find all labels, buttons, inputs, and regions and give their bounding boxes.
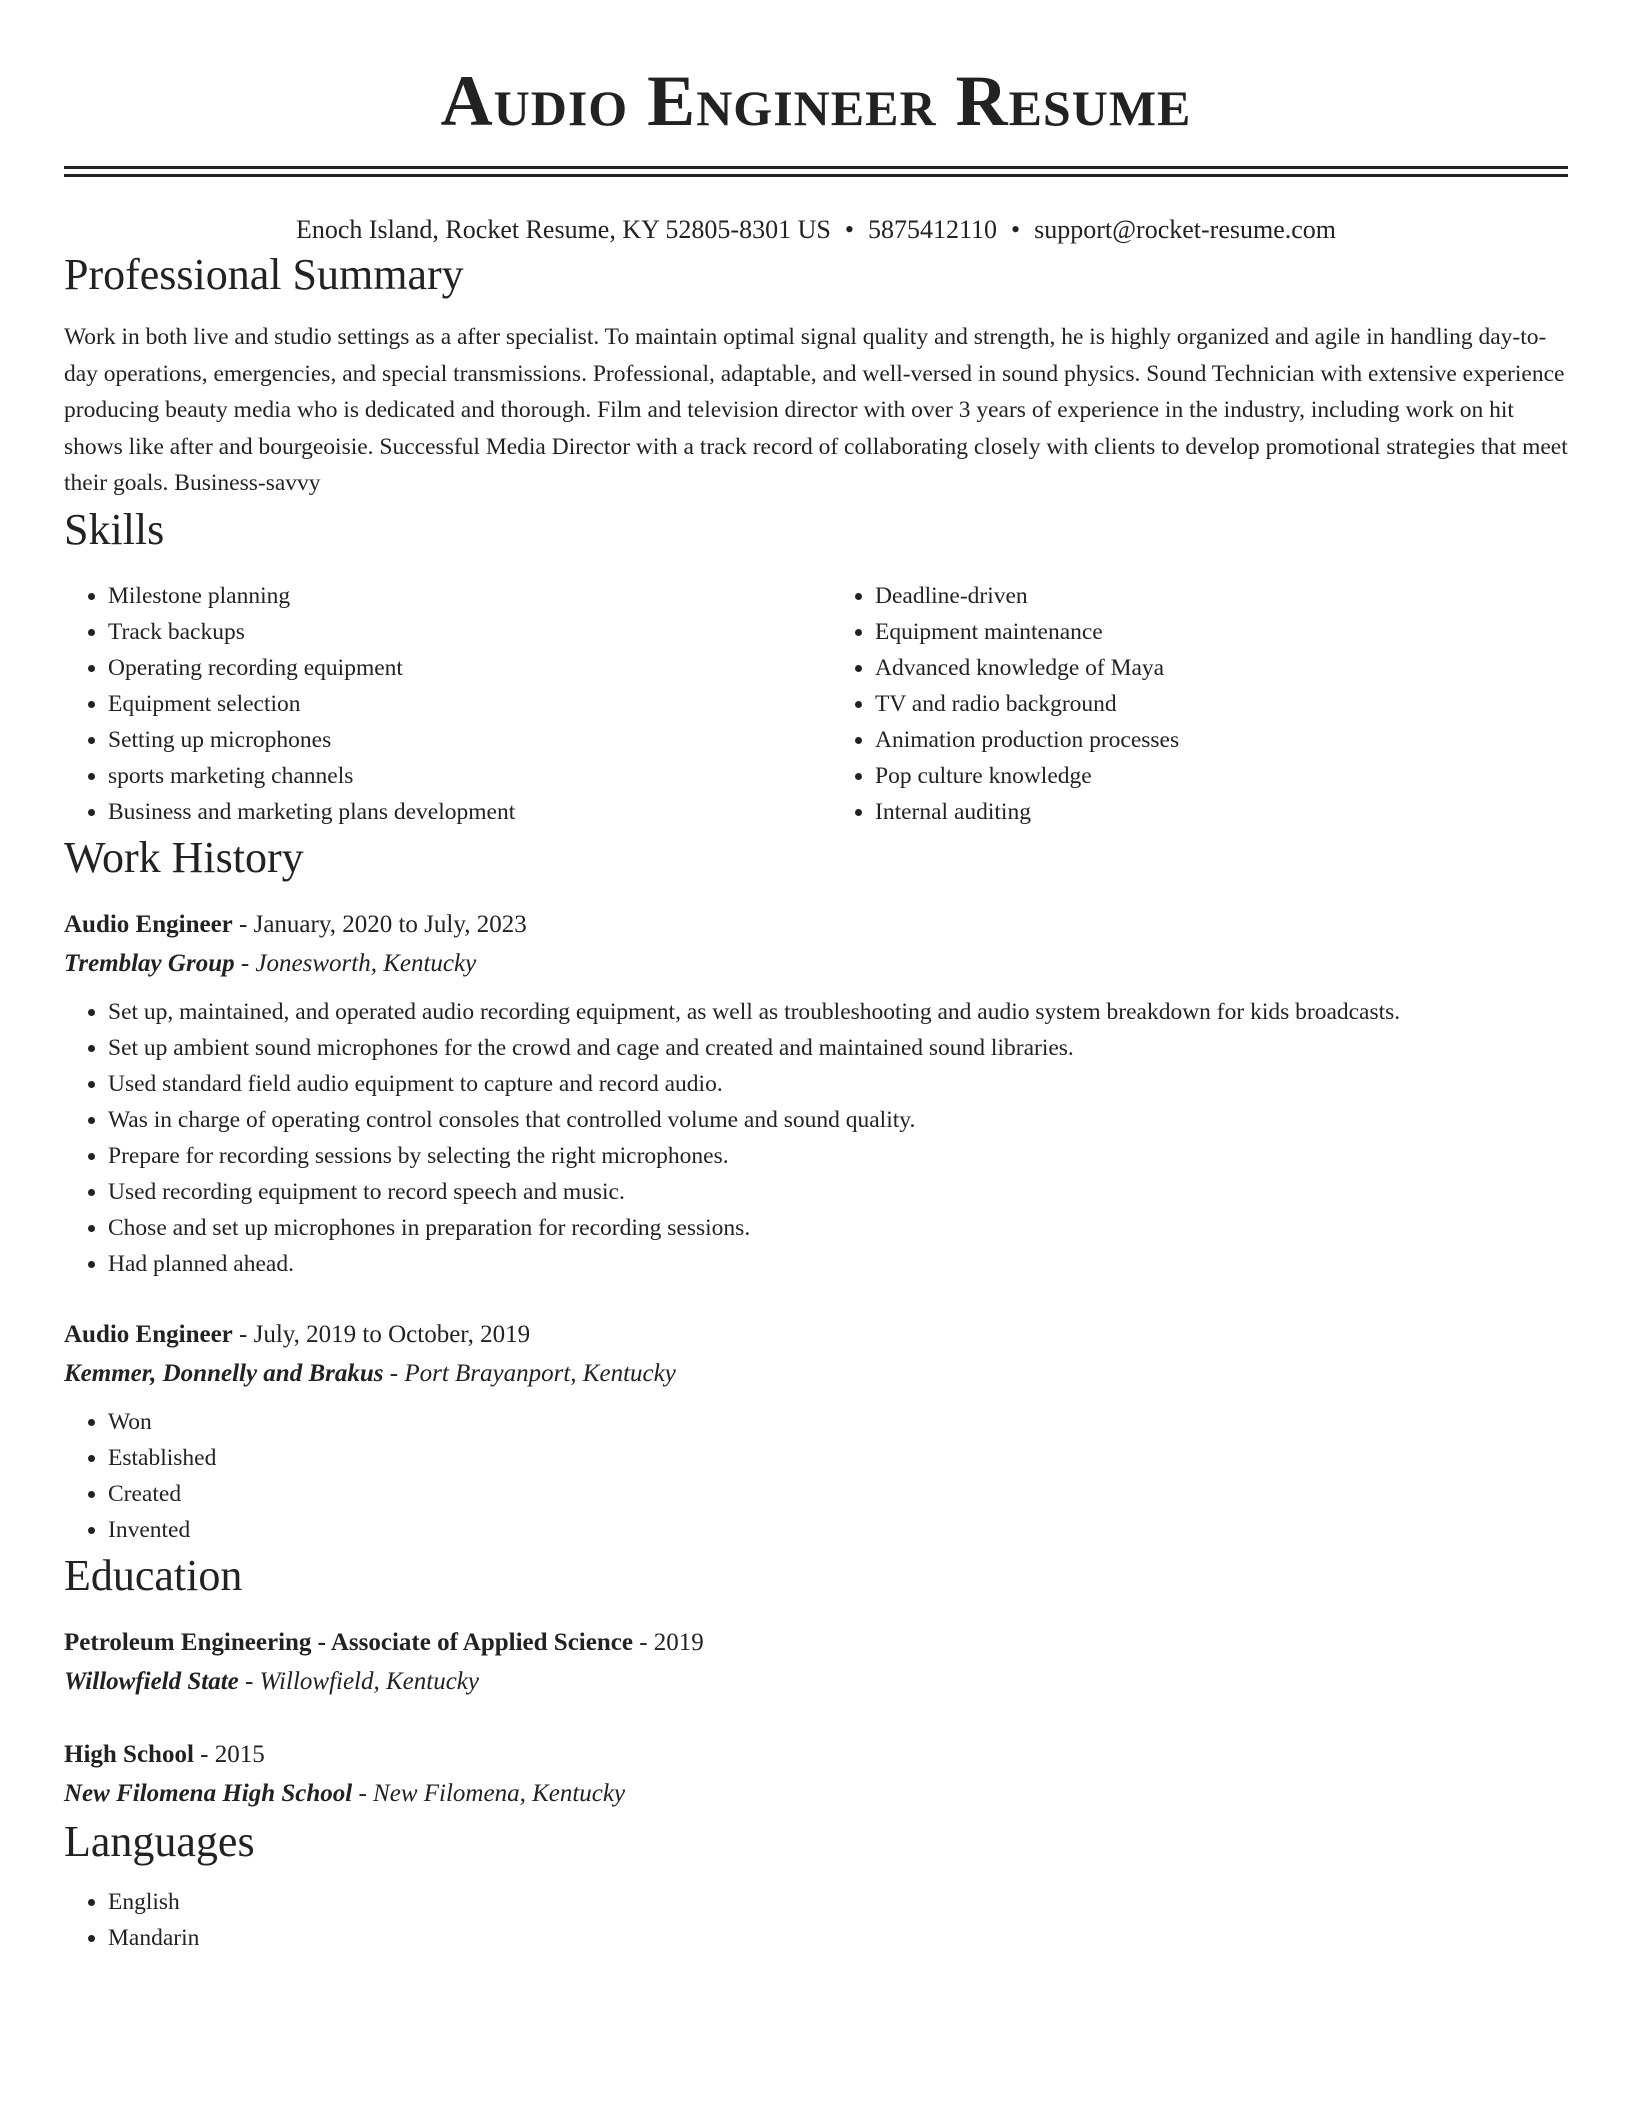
languages-list <box>64 1884 1568 1956</box>
job-duty: • Prepare for recording sessions by selecting the right microphones. <box>108 1138 1568 1174</box>
education-school: New Filomena High School <box>64 1779 353 1807</box>
education-school-line <box>64 1662 1568 1702</box>
contact-separator: • <box>844 215 854 244</box>
contact-line <box>64 213 1568 247</box>
education-school-line <box>64 1774 1568 1814</box>
summary-text: Work in both live and studio settings as a after specialist. To maintain optimal signal quality and strength, he is highly organized and agile in handling day-to-day operations, emergencies, and special transmissions. Professional, adaptable, and well-versed in sound physics. Sound Technician with extensive experience producing beauty media who is dedicated and thorough. Film and television director with over 3 years of experience in the industry, including work on hit shows like after and bourgeoisie. Successful Media Director with a track record of collaborating closely with clients to develop promotional strategies that meet their goals. Business-savvy <box>64 324 1568 496</box>
contact-email: support@rocket-resume.com <box>1034 215 1337 244</box>
skill-item: • Milestone planning <box>108 578 801 614</box>
job-company: Tremblay Group <box>64 949 235 977</box>
job-duty: • Created <box>108 1476 1568 1512</box>
job-company-line <box>64 944 1568 984</box>
job-company: Kemmer, Donnelly and Brakus <box>64 1359 384 1387</box>
education-degree-line <box>64 1736 1568 1774</box>
contact-address: Enoch Island, Rocket Resume, KY 52805-8301 US <box>295 215 831 244</box>
skills-list-right <box>801 578 1568 830</box>
skill-item: • TV and radio background <box>875 686 1568 722</box>
job-duty: • Set up, maintained, and operated audio recording equipment, as well as troubleshooting and audio system breakdown for kids broadcasts. <box>108 994 1568 1030</box>
work-history-heading: Work History <box>64 832 304 882</box>
skill-item: • Advanced knowledge of Maya <box>875 650 1568 686</box>
skill-item: • Deadline-driven <box>875 578 1568 614</box>
job-entry <box>64 906 1568 1282</box>
job-title-line <box>64 1316 1568 1354</box>
skills-heading: Skills <box>64 504 165 554</box>
skill-item: • Animation production processes <box>875 722 1568 758</box>
skill-item: • Equipment maintenance <box>875 614 1568 650</box>
education-degree: High School <box>64 1740 194 1768</box>
skill-item: • Equipment selection <box>108 686 801 722</box>
education-entry <box>64 1624 1568 1702</box>
education-location: - New Filomena, Kentucky <box>352 1779 626 1807</box>
education-school: Willowfield State <box>64 1667 239 1695</box>
job-duty: • Won <box>108 1404 1568 1440</box>
skills-list-left <box>64 578 801 830</box>
job-title: Audio Engineer <box>64 910 233 938</box>
job-entry <box>64 1316 1568 1548</box>
job-duty: • Used recording equipment to record speech and music. <box>108 1174 1568 1210</box>
education-year: - 2019 <box>632 1628 704 1656</box>
languages-heading: Languages <box>64 1816 255 1866</box>
resume-page <box>64 0 1568 1956</box>
title-rule-bottom <box>64 174 1568 177</box>
job-duty: • Used standard field audio equipment to capture and record audio. <box>108 1066 1568 1102</box>
job-dates: - July, 2019 to October, 2019 <box>232 1320 531 1348</box>
job-duty: • Was in charge of operating control consoles that controlled volume and sound quality. <box>108 1102 1568 1138</box>
job-duty: • Had planned ahead. <box>108 1246 1568 1282</box>
title-rule-top <box>64 166 1568 169</box>
skills-columns <box>64 578 1568 830</box>
job-duties-list <box>64 1404 1568 1548</box>
job-location: - Port Brayanport, Kentucky <box>383 1359 676 1387</box>
education-degree: Petroleum Engineering - Associate of Applied Science <box>64 1628 633 1656</box>
contact-separator: • <box>1010 215 1021 244</box>
job-duty: • Established <box>108 1440 1568 1476</box>
language-item: • Mandarin <box>108 1920 1568 1956</box>
job-duty: • Chose and set up microphones in preparation for recording sessions. <box>108 1210 1568 1246</box>
education-entry <box>64 1736 1568 1814</box>
skill-item: • sports marketing channels <box>108 758 801 794</box>
job-duty: • Invented <box>108 1512 1568 1548</box>
contact-phone: 5875412110 <box>867 215 997 244</box>
job-dates: - January, 2020 to July, 2023 <box>232 910 527 938</box>
skill-item: • Internal auditing <box>875 794 1568 830</box>
education-degree-line <box>64 1624 1568 1662</box>
education-year: - 2015 <box>193 1740 265 1768</box>
job-duty: • Set up ambient sound microphones for the crowd and cage and created and maintained sound libraries. <box>108 1030 1568 1066</box>
skill-item: • Business and marketing plans development <box>108 794 801 830</box>
job-company-line <box>64 1354 1568 1394</box>
job-title-line <box>64 906 1568 944</box>
education-location: - Willowfield, Kentucky <box>238 1667 480 1695</box>
education-heading: Education <box>64 1550 243 1600</box>
resume-title: Audio Engineer Resume <box>440 61 1192 141</box>
summary-heading: Professional Summary <box>64 250 464 299</box>
language-item: • English <box>108 1884 1568 1920</box>
job-duties-list <box>64 994 1568 1282</box>
skill-item: • Setting up microphones <box>108 722 801 758</box>
job-title: Audio Engineer <box>64 1320 233 1348</box>
skill-item: • Track backups <box>108 614 801 650</box>
skill-item: • Pop culture knowledge <box>875 758 1568 794</box>
skill-item: • Operating recording equipment <box>108 650 801 686</box>
job-location: - Jonesworth, Kentucky <box>234 949 477 977</box>
